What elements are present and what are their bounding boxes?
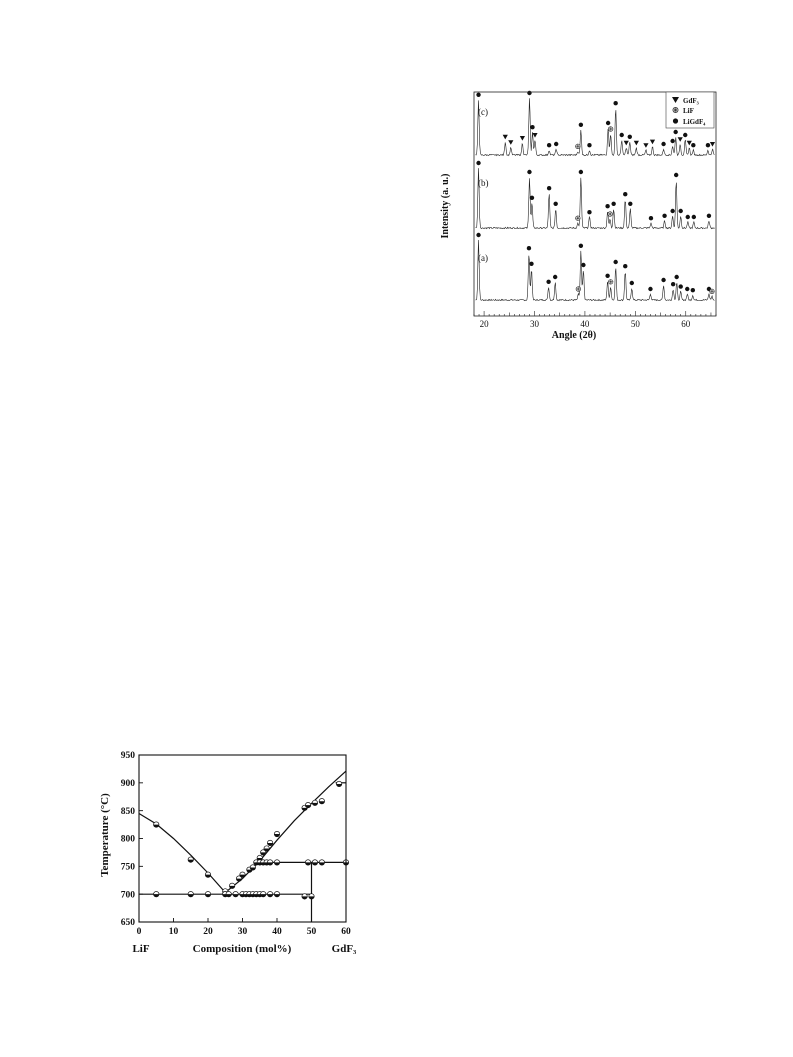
- phase-data-point: [188, 857, 193, 862]
- ligdf4-peak-marker: [679, 284, 683, 288]
- ligdf4-peak-marker: [527, 246, 531, 250]
- ligdf4-peak-marker: [554, 142, 558, 146]
- xrd-x-tick-label: 40: [580, 319, 590, 329]
- ligdf4-peak-marker: [692, 215, 696, 219]
- gdf3-peak-marker: [520, 136, 525, 141]
- pd-y-tick-label: 850: [120, 806, 135, 817]
- gdf3-peak-marker: [650, 140, 655, 145]
- phase-data-point: [305, 860, 310, 865]
- ligdf4-peak-marker: [547, 186, 551, 190]
- ligdf4-peak-marker: [620, 133, 624, 137]
- pd-y-tick-label: 750: [120, 862, 135, 873]
- ligdf4-peak-marker: [661, 278, 665, 282]
- ligdf4-peak-marker: [605, 204, 609, 208]
- ligdf4-peak-marker: [581, 263, 585, 267]
- phase-data-point: [233, 891, 238, 896]
- phase-data-point: [274, 860, 279, 865]
- phase-data-point: [309, 894, 314, 899]
- ligdf4-peak-marker: [674, 275, 678, 279]
- pd-x-tick-label: 50: [306, 927, 317, 937]
- lif-peak-marker: [608, 279, 613, 284]
- gdf3-peak-marker: [678, 137, 683, 142]
- ligdf4-peak-marker: [674, 173, 678, 177]
- ligdf4-peak-marker: [630, 281, 634, 285]
- lif-peak-marker: [575, 216, 580, 221]
- gdf3-peak-marker: [710, 142, 715, 147]
- phase-data-point: [250, 865, 255, 870]
- phase-data-point: [264, 846, 269, 851]
- pd-y-tick-label: 650: [120, 918, 135, 929]
- pd-y-axis-label: Temperature (°C): [99, 793, 111, 877]
- ligdf4-peak-marker: [476, 161, 480, 165]
- ligdf4-peak-marker: [649, 216, 653, 220]
- phase-data-point: [274, 831, 279, 836]
- pd-x-tick-label: 20: [203, 927, 213, 937]
- ligdf4-peak-marker: [547, 143, 551, 147]
- legend-ligdf4-circle-marker: [673, 118, 678, 123]
- phase-data-point: [312, 800, 317, 805]
- xrd-traces: [476, 98, 715, 300]
- legend-gdf3-label: GdF₃: [683, 97, 699, 105]
- ligdf4-peak-marker: [530, 125, 534, 129]
- ligdf4-peak-marker: [527, 170, 531, 174]
- ligdf4-peak-marker: [670, 139, 674, 143]
- pd-x-right-end-label: GdF₃: [331, 943, 357, 955]
- ligdf4-peak-marker: [673, 130, 677, 134]
- xrd-x-axis-label: Angle (2θ): [551, 330, 597, 341]
- gdf3-peak-marker: [643, 143, 648, 148]
- ligdf4-peak-marker: [671, 282, 675, 286]
- ligdf4-peak-marker: [579, 170, 583, 174]
- phase-data-point: [205, 872, 210, 877]
- ligdf4-peak-marker: [670, 209, 674, 213]
- phase-data-point: [267, 840, 272, 845]
- ligdf4-peak-marker: [661, 142, 665, 146]
- ligdf4-peak-marker: [613, 260, 617, 264]
- ligdf4-peak-marker: [587, 143, 591, 147]
- phase-data-point: [154, 891, 159, 896]
- ligdf4-peak-marker: [553, 202, 557, 206]
- lif-peak-marker: [608, 126, 613, 131]
- phase-data-point: [205, 891, 210, 896]
- ligdf4-peak-marker: [707, 214, 711, 218]
- ligdf4-peak-marker: [679, 209, 683, 213]
- phase-data-point: [305, 802, 310, 807]
- ligdf4-peak-marker: [587, 210, 591, 214]
- ligdf4-peak-marker: [623, 264, 627, 268]
- ligdf4-peak-marker: [546, 280, 550, 284]
- phase-data-point: [319, 860, 324, 865]
- ligdf4-peak-marker: [606, 121, 610, 125]
- phase-diagram-chart: [92, 745, 362, 960]
- pd-x-axis-label: Composition (mol%): [192, 943, 292, 955]
- ligdf4-peak-marker: [579, 123, 583, 127]
- lif-peak-marker: [575, 144, 580, 149]
- series-label-a: (a): [478, 253, 488, 263]
- pd-x-tick-label: 10: [168, 927, 179, 937]
- ligdf4-peak-marker: [529, 262, 533, 266]
- xrd-x-tick-label: 20: [479, 319, 489, 329]
- phase-data-point: [312, 860, 317, 865]
- xrd-pattern-chart: [436, 88, 726, 348]
- pd-x-tick-label: 40: [272, 927, 282, 937]
- pd-x-tick-label: 0: [136, 927, 142, 937]
- ligdf4-peak-marker: [628, 202, 632, 206]
- pd-x-left-end-label: LiF: [132, 943, 150, 955]
- ligdf4-peak-marker: [685, 287, 689, 291]
- phase-data-point: [261, 891, 266, 896]
- ligdf4-peak-marker: [683, 133, 687, 137]
- pd-y-tick-label: 700: [120, 890, 135, 901]
- xrd-x-tick-label: 50: [630, 319, 640, 329]
- phase-data-point: [319, 799, 324, 804]
- phase-boundary-lines: [139, 771, 346, 922]
- gdf3-peak-marker: [687, 141, 692, 146]
- phase-data-point: [229, 883, 234, 888]
- gdf3-peak-marker: [503, 135, 508, 140]
- legend-ligdf4-label: LiGdF₄: [683, 118, 706, 126]
- pd-x-tick-label: 60: [341, 927, 351, 937]
- xrd-chart-svg: [436, 88, 726, 348]
- phase-diagram-svg: [92, 745, 362, 960]
- phase-data-point: [154, 822, 159, 827]
- pd-x-tick-label: 30: [237, 927, 248, 937]
- xrd-legend: [666, 92, 714, 128]
- phase-data-points: [154, 781, 349, 899]
- xrd-x-tick-label: 30: [530, 319, 539, 329]
- ligdf4-peak-marker: [611, 202, 615, 206]
- phase-data-point: [336, 781, 341, 786]
- ligdf4-peak-marker: [605, 274, 609, 278]
- phase-data-point: [274, 891, 279, 896]
- ligdf4-peak-marker: [691, 288, 695, 292]
- ligdf4-peak-marker: [527, 91, 531, 95]
- legend-lif-label: LiF: [683, 107, 694, 115]
- ligdf4-peak-marker: [691, 143, 695, 147]
- pd-y-tick-label: 800: [120, 834, 135, 845]
- pd-y-tick-label: 950: [120, 751, 135, 762]
- ligdf4-peak-marker: [579, 244, 583, 248]
- ligdf4-peak-marker: [623, 192, 627, 196]
- phase-data-point: [226, 891, 231, 896]
- lif-peak-marker: [608, 211, 613, 216]
- phase-data-point: [240, 872, 245, 877]
- xrd-y-axis-label: Intensity (a. u.): [440, 173, 451, 239]
- series-label-c: (c): [478, 107, 488, 117]
- ligdf4-peak-marker: [706, 143, 710, 147]
- ligdf4-peak-marker: [476, 93, 480, 97]
- lif-peak-marker: [709, 289, 714, 294]
- phase-axes: [121, 751, 351, 937]
- gdf3-peak-marker: [634, 141, 639, 146]
- ligdf4-peak-marker: [648, 287, 652, 291]
- xrd-x-tick-label: 60: [681, 319, 691, 329]
- ligdf4-peak-marker: [530, 196, 534, 200]
- xrd-trace-a: [476, 240, 715, 301]
- ligdf4-peak-marker: [553, 275, 557, 279]
- xrd-trace-b: [476, 168, 715, 229]
- ligdf4-peak-marker: [662, 214, 666, 218]
- phase-data-point: [188, 891, 193, 896]
- liquidus-left-curve: [139, 814, 225, 893]
- lif-peak-marker: [576, 286, 581, 291]
- gdf3-peak-marker: [624, 141, 629, 146]
- phase-data-point: [267, 891, 272, 896]
- phase-data-point: [302, 894, 307, 899]
- ligdf4-peak-marker: [476, 233, 480, 237]
- gdf3-peak-marker: [508, 140, 513, 145]
- series-label-b: (b): [478, 178, 489, 188]
- pd-y-tick-label: 900: [120, 779, 135, 790]
- gdf3-peak-marker: [532, 133, 537, 138]
- ligdf4-peak-marker: [686, 215, 690, 219]
- ligdf4-peak-marker: [628, 135, 632, 139]
- ligdf4-peak-marker: [613, 101, 617, 105]
- phase-data-point: [267, 860, 272, 865]
